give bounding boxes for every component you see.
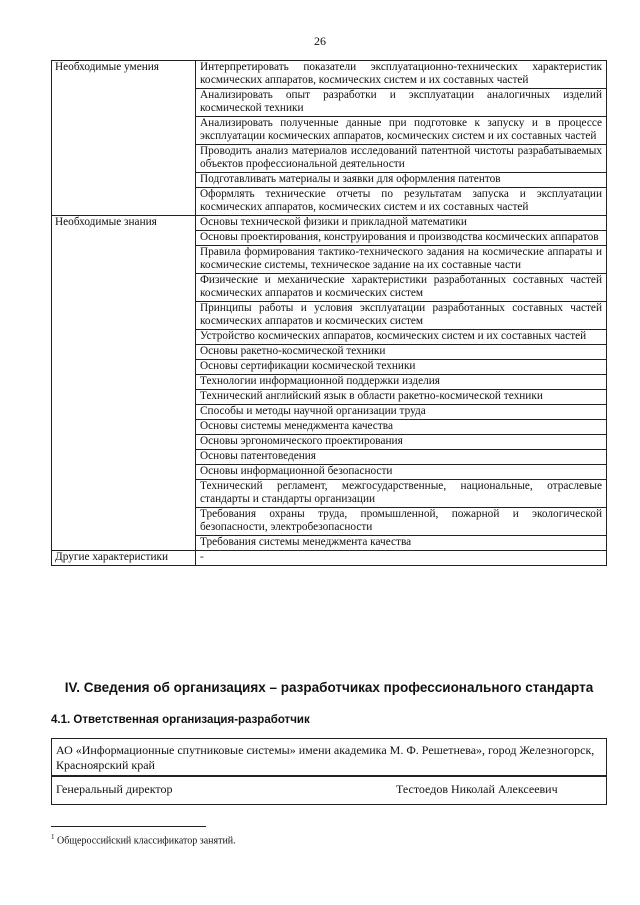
- skills-item: Анализировать опыт разработки и эксплуатации аналогичных изделий космической техники: [196, 89, 607, 117]
- signature-row: [51, 775, 607, 805]
- knowledge-item: Требования охраны труда, промышленной, пожарной и экологической безопасности, электробезопасности: [196, 508, 607, 536]
- footnote-mark: 1: [51, 833, 55, 841]
- section-iv-title: IV. Сведения об организациях – разработчиках профессионального стандарта: [64, 680, 594, 695]
- knowledge-item: Технический английский язык в области ракетно-космической техники: [196, 390, 607, 405]
- knowledge-item: Технологии информационной поддержки изделия: [196, 375, 607, 390]
- requirements-table: [51, 60, 607, 566]
- other-label: Другие характеристики: [52, 551, 196, 566]
- skills-item: Интерпретировать показатели эксплуатационно-технических характеристик космических аппаратов, космических систем и их составных частей: [196, 61, 607, 89]
- knowledge-item: Основы патентоведения: [196, 450, 607, 465]
- knowledge-item: Физические и механические характеристики разработанных составных частей космических аппаратов и космических систем: [196, 274, 607, 302]
- knowledge-item: Устройство космических аппаратов, космических систем и их составных частей: [196, 330, 607, 345]
- skills-row: [52, 61, 607, 89]
- knowledge-label: Необходимые знания: [52, 216, 196, 551]
- knowledge-item: Основы ракетно-космической техники: [196, 345, 607, 360]
- signatory-name: Тестоедов Николай Алексеевич: [396, 782, 558, 796]
- skills-item: Проводить анализ материалов исследований патентной чистоты разрабатываемых объектов профессиональной деятельности: [196, 145, 607, 173]
- other-row: [52, 551, 607, 566]
- page-number: 26: [314, 34, 326, 48]
- skills-item: Подготавливать материалы и заявки для оформления патентов: [196, 173, 607, 188]
- knowledge-item: Технический регламент, межгосударственные, национальные, отраслевые стандарты и стандарты организации: [196, 480, 607, 508]
- skills-item: Анализировать полученные данные при подготовке к запуску и в процессе эксплуатации космических аппаратов, космических систем и их составных частей: [196, 117, 607, 145]
- skills-item: Оформлять технические отчеты по результатам запуска и эксплуатации космических аппаратов, космических систем и их составных частей: [196, 188, 607, 216]
- organization-box: [51, 738, 607, 777]
- knowledge-item: Способы и методы научной организации труда: [196, 405, 607, 420]
- other-value: -: [196, 551, 607, 566]
- knowledge-item: Основы системы менеджмента качества: [196, 420, 607, 435]
- knowledge-item: Принципы работы и условия эксплуатации разработанных составных частей космических аппаратов и космических систем: [196, 302, 607, 330]
- footnote-rule: [51, 826, 206, 827]
- organization-name: АО «Информационные спутниковые системы» имени академика М. Ф. Решетнева», город Железногорск, Красноярский край: [56, 743, 595, 772]
- knowledge-item: Основы эргономического проектирования: [196, 435, 607, 450]
- knowledge-row: [52, 216, 607, 231]
- signatory-position: Генеральный директор: [56, 782, 173, 796]
- footnote-text: Общероссийский классификатор занятий.: [54, 835, 236, 847]
- knowledge-item: Основы информационной безопасности: [196, 465, 607, 480]
- footnote: [51, 833, 236, 846]
- knowledge-item: Требования системы менеджмента качества: [196, 536, 607, 551]
- knowledge-item: Основы проектирования, конструирования и производства космических аппаратов: [196, 231, 607, 246]
- knowledge-item: Основы технической физики и прикладной математики: [196, 216, 607, 231]
- knowledge-item: Правила формирования тактико-технического задания на космические аппараты и космические системы, техническое задание на их составные части: [196, 246, 607, 274]
- knowledge-item: Основы сертификации космической техники: [196, 360, 607, 375]
- skills-label: Необходимые умения: [52, 61, 196, 216]
- subsection-title: 4.1. Ответственная организация-разработчик: [51, 714, 310, 726]
